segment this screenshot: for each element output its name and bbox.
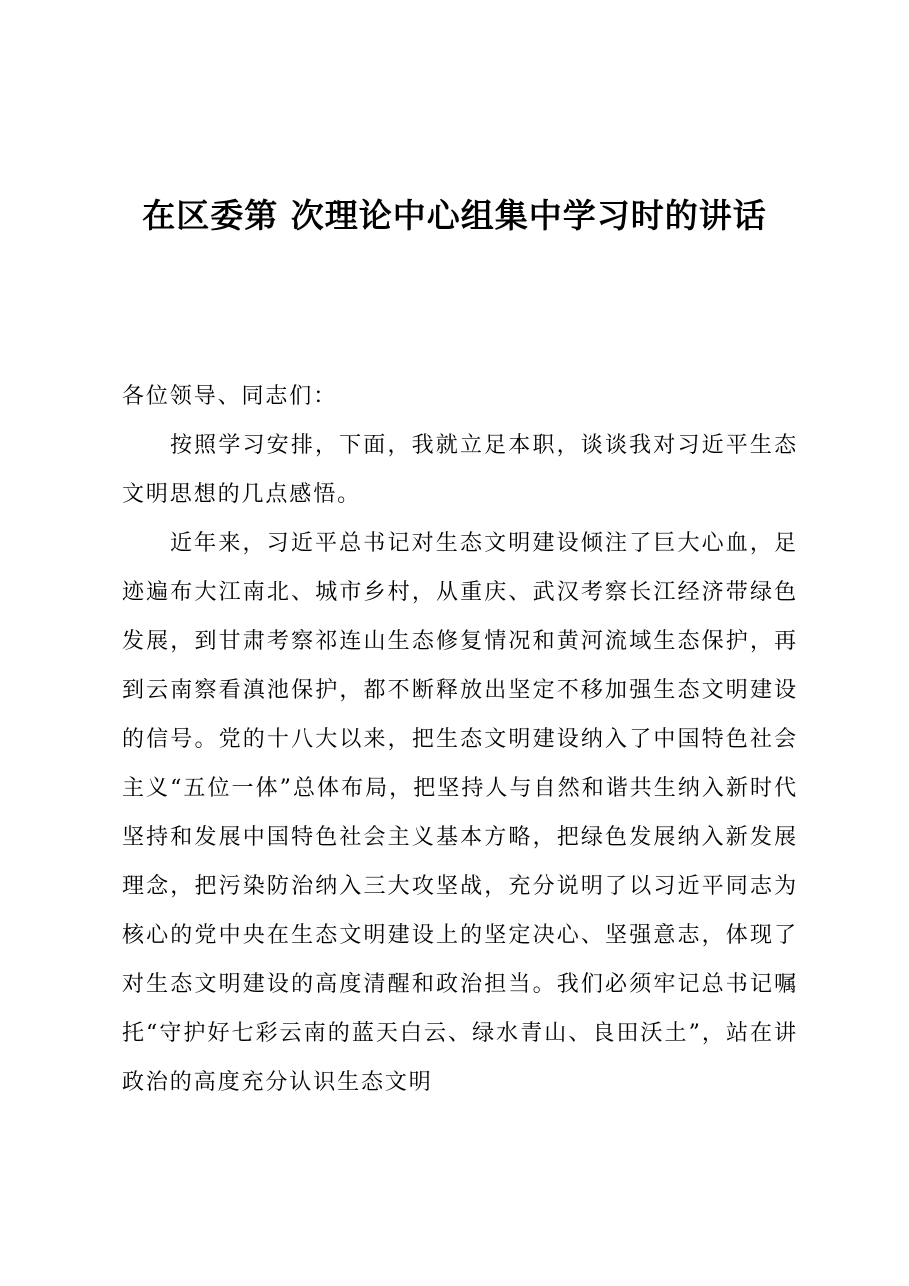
paragraph-2: 近年来，习近平总书记对生态文明建设倾注了巨大心血，足迹遍布大江南北、城市乡村，从重庆、武汉考察长江经济带绿色发展，到甘肃考察祁连山生态修复情况和黄河流域生态保护，再到云南察看滇池保护，都不断释放出坚定不移加强生态文明建设的信号。党的十八大以来，把生态文明建设纳入了中国特色社会主义“五位一体”总体布局，把坚持人与自然和谐共生纳入新时代坚持和发展中国特色社会主义基本方略，把绿色发展纳入新发展理念，把污染防治纳入三大攻坚战，充分说明了以习近平同志为核心的党中央在生态文明建设上的坚定决心、坚强意志，体现了对生态文明建设的高度清醒和政治担当。我们必须牢记总书记嘱托“守护好七彩云南的蓝天白云、绿水青山、良田沃土”，站在讲政治的高度充分认识生态文明 [122, 531, 798, 1095]
document-title: 在区委第 次理论中心组集中学习时的讲话 [142, 196, 767, 235]
document-body [122, 372, 798, 1107]
paragraph-1: 按照学习安排，下面，我就立足本职，谈谈我对习近平生态文明思想的几点感悟。 [122, 433, 798, 507]
salutation: 各位领导、同志们： [122, 384, 338, 409]
